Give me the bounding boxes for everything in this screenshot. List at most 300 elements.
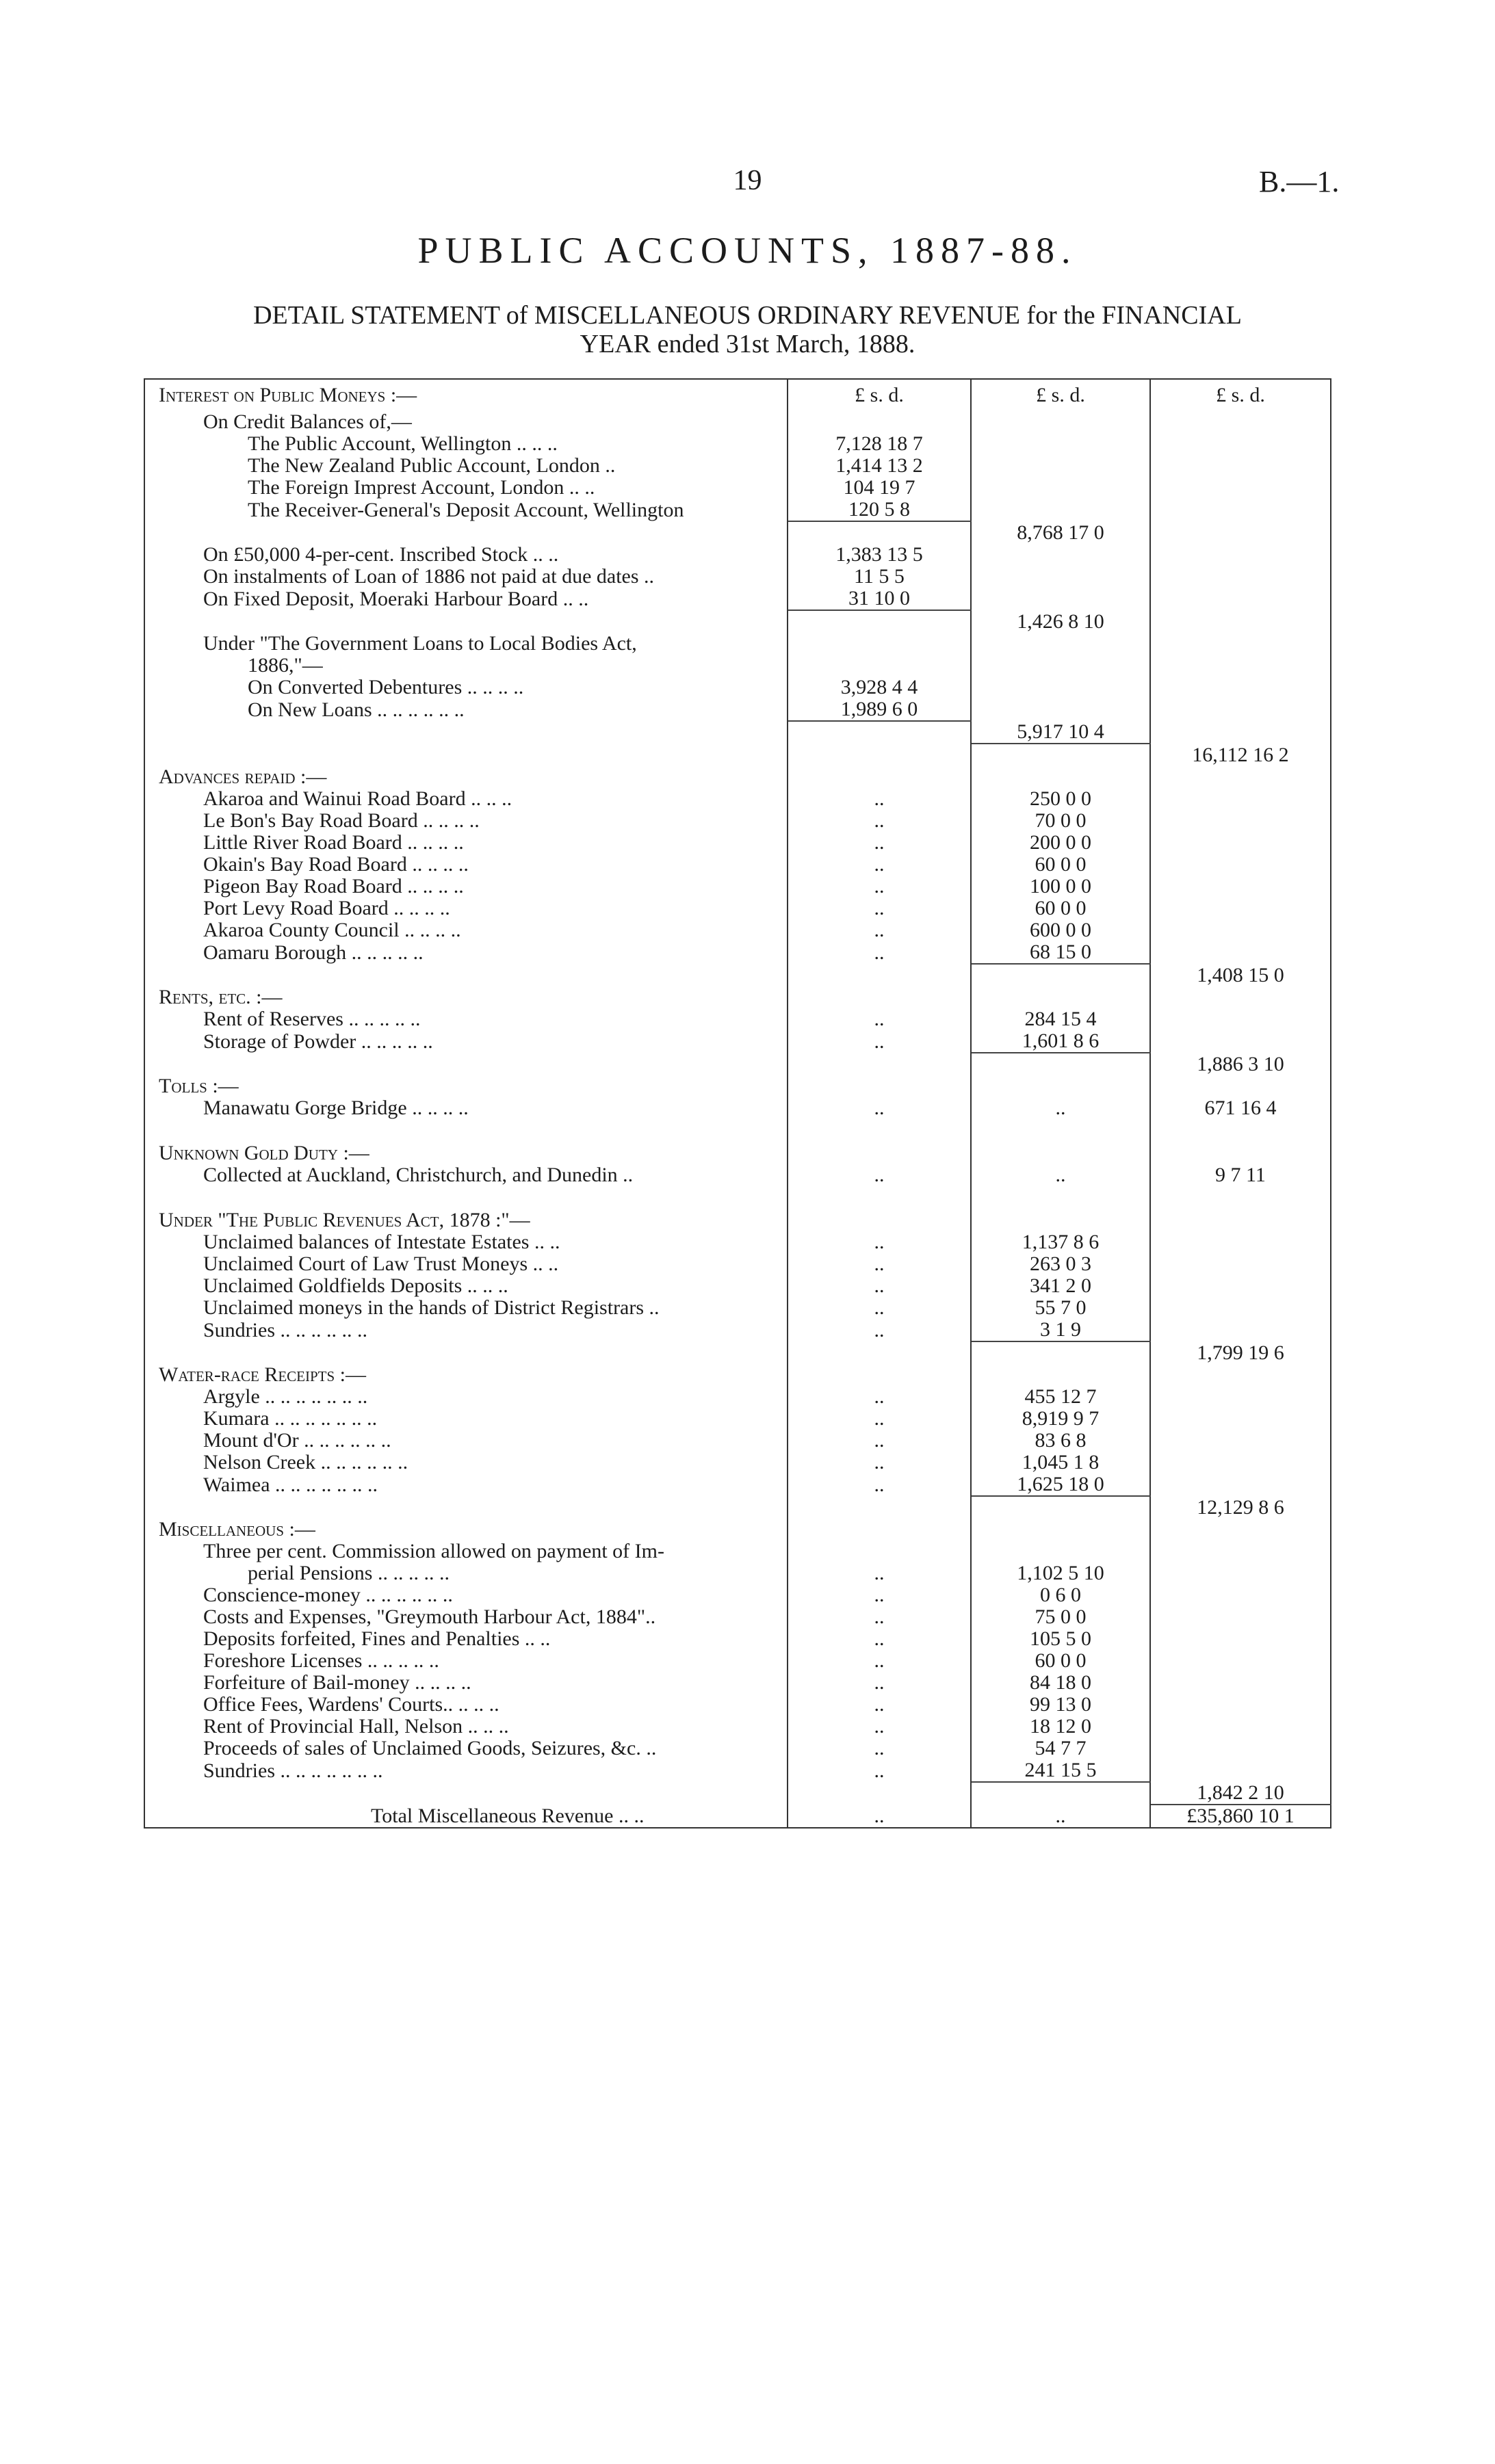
amount-col-2 <box>971 499 1150 521</box>
table-row <box>144 1606 1331 1628</box>
table-row <box>144 941 1331 964</box>
amount-col-2 <box>971 677 1150 698</box>
amount-col-1: .. <box>788 1738 971 1759</box>
amount-col-1: .. <box>788 897 971 919</box>
amount-col-3 <box>1150 854 1331 876</box>
amount-col-1: .. <box>788 788 971 810</box>
table-row <box>144 810 1331 832</box>
amount-col-1: 1,989 6 0 <box>788 698 971 721</box>
revenue-table-body <box>144 379 1331 1828</box>
table-row <box>144 566 1331 588</box>
table-row <box>144 655 1331 677</box>
amount-col-3 <box>1150 655 1331 677</box>
spacer-row <box>144 1186 1331 1209</box>
amount-col-3 <box>1150 698 1331 721</box>
row-label: The New Zealand Public Account, London .. <box>144 455 788 477</box>
amount-col-3 <box>1150 1075 1331 1097</box>
row-label: Foreshore Licenses .. .. .. .. .. <box>144 1650 788 1672</box>
statement-title <box>123 301 1372 358</box>
amount-col-3 <box>1150 919 1331 941</box>
amount-col-2: 241 15 5 <box>971 1759 1150 1782</box>
amount-col-2: 1,102 5 10 <box>971 1562 1150 1584</box>
table-row <box>144 1430 1331 1452</box>
amount-col-2: 75 0 0 <box>971 1606 1150 1628</box>
amount-col-2 <box>971 655 1150 677</box>
amount-col-2: 54 7 7 <box>971 1738 1150 1759</box>
amount-col-3 <box>1150 677 1331 698</box>
row-label: Oamaru Borough .. .. .. .. .. <box>144 941 788 964</box>
amount-col-1 <box>788 1142 971 1164</box>
amount-col-1 <box>788 411 971 433</box>
row-label: On £50,000 4-per-cent. Inscribed Stock .. .. <box>144 544 788 566</box>
amount-col-1 <box>788 1364 971 1386</box>
amount-col-3: £ s. d. <box>1216 384 1265 406</box>
amount-col-1: .. <box>788 832 971 854</box>
table-row <box>144 1562 1331 1584</box>
amount-col-3 <box>1150 1142 1331 1164</box>
amount-col-3 <box>1150 544 1331 566</box>
row-label: Office Fees, Wardens' Courts.. .. .. .. <box>144 1694 788 1716</box>
table-row <box>144 1584 1331 1606</box>
amount-col-1: .. <box>788 1628 971 1650</box>
amount-col-1: .. <box>788 1164 971 1186</box>
amount-col-1 <box>788 1519 971 1541</box>
amount-col-3 <box>1150 477 1331 499</box>
table-row <box>144 876 1331 897</box>
table-row <box>144 1008 1331 1030</box>
section-heading-row <box>144 1075 1331 1097</box>
amount-col-3: 1,799 19 6 <box>1197 1341 1284 1364</box>
amount-col-2: 250 0 0 <box>971 788 1150 810</box>
amount-col-3 <box>1150 1650 1331 1672</box>
amount-col-3 <box>1150 1473 1331 1496</box>
row-label: Three per cent. Commission allowed on payment of Im- <box>144 1541 788 1562</box>
document-reference: B.—1. <box>1259 165 1340 198</box>
amount-col-1 <box>788 766 971 788</box>
row-label: Rent of Reserves .. .. .. .. .. <box>144 1008 788 1030</box>
amount-col-2 <box>971 964 1150 986</box>
row-label: The Receiver-General's Deposit Account, Wellington <box>144 499 788 521</box>
amount-col-3 <box>1150 832 1331 854</box>
row-label: Unclaimed Court of Law Trust Moneys .. .. <box>144 1253 788 1275</box>
amount-col-1: .. <box>788 919 971 941</box>
amount-col-2 <box>971 566 1150 588</box>
row-label: Unknown Gold Duty :— <box>144 1142 788 1164</box>
amount-col-2 <box>971 1364 1150 1386</box>
amount-col-2 <box>971 1341 1150 1364</box>
table-row <box>144 1231 1331 1253</box>
table-row <box>144 1164 1331 1186</box>
table-row <box>144 698 1331 721</box>
section-heading-row <box>144 1364 1331 1386</box>
row-label <box>144 1341 788 1364</box>
amount-col-2 <box>971 433 1150 455</box>
amount-col-1: .. <box>788 1650 971 1672</box>
amount-col-2: 60 0 0 <box>971 854 1150 876</box>
spacer-row <box>144 1119 1331 1142</box>
amount-col-1 <box>788 1053 971 1075</box>
amount-col-1 <box>788 521 971 544</box>
amount-col-3 <box>1150 1452 1331 1473</box>
amount-col-2: 8,768 17 0 <box>971 521 1150 544</box>
row-label: Interest on Public Moneys :— <box>144 379 788 411</box>
table-row <box>144 1275 1331 1297</box>
amount-col-1: .. <box>788 1805 971 1828</box>
amount-col-2: £ s. d. <box>971 379 1150 411</box>
amount-col-2 <box>971 455 1150 477</box>
revenue-table <box>144 378 1331 1829</box>
amount-col-1 <box>788 1341 971 1364</box>
amount-col-1: .. <box>788 1275 971 1297</box>
amount-col-1 <box>788 610 971 633</box>
amount-col-3: 671 16 4 <box>1204 1097 1277 1119</box>
amount-col-3 <box>1150 1364 1331 1386</box>
amount-col-1: .. <box>788 941 971 964</box>
amount-col-3 <box>1150 455 1331 477</box>
amount-col-1 <box>788 655 971 677</box>
row-label: Little River Road Board .. .. .. .. <box>144 832 788 854</box>
amount-col-3 <box>1150 1541 1331 1562</box>
amount-col-3 <box>1150 1606 1331 1628</box>
amount-col-3 <box>1150 588 1331 610</box>
amount-col-3: £35,860 10 1 <box>1186 1805 1295 1827</box>
table-row <box>144 1541 1331 1562</box>
table-row <box>144 433 1331 455</box>
amount-col-1 <box>788 1782 971 1805</box>
amount-col-2: 5,917 10 4 <box>971 721 1150 744</box>
amount-col-3 <box>1150 1030 1331 1053</box>
amount-col-3 <box>1150 986 1331 1008</box>
amount-col-3 <box>1150 1562 1331 1584</box>
row-label <box>144 1782 788 1805</box>
amount-col-3: 9 7 11 <box>1215 1164 1266 1186</box>
row-label: Argyle .. .. .. .. .. .. .. <box>144 1386 788 1408</box>
amount-col-2: 1,601 8 6 <box>971 1030 1150 1053</box>
table-row <box>144 477 1331 499</box>
amount-col-1: .. <box>788 1408 971 1430</box>
amount-col-3 <box>1150 788 1331 810</box>
amount-col-1: .. <box>788 1297 971 1319</box>
amount-col-3 <box>1150 1694 1331 1716</box>
table-row <box>144 1053 1331 1075</box>
amount-col-1: .. <box>788 1672 971 1694</box>
row-label: Unclaimed Goldfields Deposits .. .. .. <box>144 1275 788 1297</box>
table-row <box>144 588 1331 610</box>
amount-col-1: .. <box>788 1759 971 1782</box>
amount-col-3 <box>1150 1119 1331 1142</box>
row-label: Advances repaid :— <box>144 766 788 788</box>
amount-col-1: 7,128 18 7 <box>788 433 971 455</box>
amount-col-1: £ s. d. <box>788 379 971 411</box>
amount-col-2 <box>971 986 1150 1008</box>
amount-col-1 <box>788 1119 971 1142</box>
amount-col-3 <box>1150 897 1331 919</box>
amount-col-2: 600 0 0 <box>971 919 1150 941</box>
amount-col-2: 1,045 1 8 <box>971 1452 1150 1473</box>
amount-col-3 <box>1150 1584 1331 1606</box>
amount-col-2: 200 0 0 <box>971 832 1150 854</box>
amount-col-2: 3 1 9 <box>971 1319 1150 1341</box>
amount-col-3 <box>1150 1430 1331 1452</box>
amount-col-3 <box>1150 1186 1331 1209</box>
row-label: Total Miscellaneous Revenue .. .. <box>144 1805 788 1828</box>
amount-col-1: .. <box>788 1606 971 1628</box>
amount-col-3 <box>1150 1519 1331 1541</box>
row-label: Kumara .. .. .. .. .. .. .. <box>144 1408 788 1430</box>
amount-col-3: 12,129 8 6 <box>1197 1496 1284 1519</box>
amount-col-2: 60 0 0 <box>971 897 1150 919</box>
row-label: Waimea .. .. .. .. .. .. .. <box>144 1473 788 1496</box>
amount-col-3 <box>1150 1386 1331 1408</box>
amount-col-1: 11 5 5 <box>788 566 971 588</box>
row-label <box>144 964 788 986</box>
table-row <box>144 1716 1331 1738</box>
statement-title-line1: DETAIL STATEMENT of MISCELLANEOUS ORDINARY REVENUE for the FINANCIAL <box>253 301 1242 330</box>
row-label: Under "The Public Revenues Act, 1878 :"— <box>144 1209 788 1231</box>
table-row <box>144 633 1331 655</box>
table-row <box>144 1386 1331 1408</box>
table-row <box>144 1672 1331 1694</box>
amount-col-3 <box>1150 941 1331 964</box>
section-heading-row <box>144 1209 1331 1231</box>
row-label: On Converted Debentures .. .. .. .. <box>144 677 788 698</box>
row-label <box>144 521 788 544</box>
table-row <box>144 1738 1331 1759</box>
amount-col-1: .. <box>788 1716 971 1738</box>
amount-col-2 <box>971 766 1150 788</box>
row-label: 1886,"— <box>144 655 788 677</box>
amount-col-1: .. <box>788 1008 971 1030</box>
table-row <box>144 1473 1331 1496</box>
amount-col-2 <box>971 1053 1150 1075</box>
amount-col-2: 1,137 8 6 <box>971 1231 1150 1253</box>
amount-col-1 <box>788 986 971 1008</box>
amount-col-1: .. <box>788 1694 971 1716</box>
table-row <box>144 1097 1331 1119</box>
amount-col-2 <box>971 411 1150 433</box>
amount-col-3 <box>1150 1672 1331 1694</box>
table-row <box>144 964 1331 986</box>
amount-col-2 <box>971 477 1150 499</box>
row-label: Sundries .. .. .. .. .. .. <box>144 1319 788 1341</box>
row-label: Water-race Receipts :— <box>144 1364 788 1386</box>
row-label: Rent of Provincial Hall, Nelson .. .. .. <box>144 1716 788 1738</box>
table-row <box>144 1650 1331 1672</box>
amount-col-3 <box>1150 1253 1331 1275</box>
amount-col-3 <box>1150 1008 1331 1030</box>
amount-col-1 <box>788 633 971 655</box>
row-label: Costs and Expenses, "Greymouth Harbour Act, 1884".. <box>144 1606 788 1628</box>
amount-col-2: 18 12 0 <box>971 1716 1150 1738</box>
section-heading-row <box>144 986 1331 1008</box>
amount-col-2: .. <box>971 1164 1150 1186</box>
table-row <box>144 744 1331 766</box>
table-row <box>144 1253 1331 1275</box>
row-label: Unclaimed moneys in the hands of District Registrars .. <box>144 1297 788 1319</box>
amount-col-1: 31 10 0 <box>788 588 971 610</box>
table-row <box>144 411 1331 433</box>
amount-col-2 <box>971 1782 1150 1805</box>
amount-col-2 <box>971 1209 1150 1231</box>
amount-col-1 <box>788 1496 971 1519</box>
table-row <box>144 521 1331 544</box>
amount-col-1 <box>788 1209 971 1231</box>
row-label: On New Loans .. .. .. .. .. .. <box>144 698 788 721</box>
row-label: Rents, etc. :— <box>144 986 788 1008</box>
amount-col-1: .. <box>788 1030 971 1053</box>
page-number: 19 <box>733 165 762 196</box>
amount-col-3: 1,408 15 0 <box>1197 964 1284 986</box>
total-row <box>144 1805 1331 1828</box>
amount-col-3 <box>1150 610 1331 633</box>
section-heading-row <box>144 766 1331 788</box>
amount-col-2: 1,625 18 0 <box>971 1473 1150 1496</box>
row-label: Mount d'Or .. .. .. .. .. .. <box>144 1430 788 1452</box>
amount-col-2 <box>971 633 1150 655</box>
amount-col-3 <box>1150 1275 1331 1297</box>
amount-col-3: 16,112 16 2 <box>1192 744 1289 766</box>
table-row <box>144 499 1331 521</box>
amount-col-2: 100 0 0 <box>971 876 1150 897</box>
amount-col-1 <box>788 744 971 766</box>
row-label: Akaroa County Council .. .. .. .. <box>144 919 788 941</box>
amount-col-3 <box>1150 1628 1331 1650</box>
amount-col-2: 263 0 3 <box>971 1253 1150 1275</box>
amount-col-3 <box>1150 810 1331 832</box>
table-row <box>144 1759 1331 1782</box>
section-heading-row <box>144 379 1331 411</box>
amount-col-3 <box>1150 1716 1331 1738</box>
table-row <box>144 788 1331 810</box>
amount-col-3 <box>1150 766 1331 788</box>
amount-col-1: 104 19 7 <box>788 477 971 499</box>
amount-col-1: .. <box>788 876 971 897</box>
amount-col-1: .. <box>788 1231 971 1253</box>
amount-col-2 <box>971 1142 1150 1164</box>
section-heading-row <box>144 1519 1331 1541</box>
row-label <box>144 744 788 766</box>
amount-col-3 <box>1150 521 1331 544</box>
row-label: On Credit Balances of,— <box>144 411 788 433</box>
table-row <box>144 1694 1331 1716</box>
row-label: Akaroa and Wainui Road Board .. .. .. <box>144 788 788 810</box>
amount-col-2 <box>971 1519 1150 1541</box>
amount-col-2: 455 12 7 <box>971 1386 1150 1408</box>
row-label <box>144 1119 788 1142</box>
amount-col-2 <box>971 1075 1150 1097</box>
amount-col-3 <box>1150 411 1331 433</box>
row-label: On instalments of Loan of 1886 not paid at due dates .. <box>144 566 788 588</box>
amount-col-2 <box>971 1496 1150 1519</box>
row-label <box>144 610 788 633</box>
table-row <box>144 455 1331 477</box>
amount-col-2 <box>971 1119 1150 1142</box>
table-row <box>144 1628 1331 1650</box>
amount-col-1: .. <box>788 810 971 832</box>
row-label: Le Bon's Bay Road Board .. .. .. .. <box>144 810 788 832</box>
row-label: Sundries .. .. .. .. .. .. .. <box>144 1759 788 1782</box>
table-row <box>144 1496 1331 1519</box>
table-row <box>144 832 1331 854</box>
row-label: Forfeiture of Bail-money .. .. .. .. <box>144 1672 788 1694</box>
row-label: Manawatu Gorge Bridge .. .. .. .. <box>144 1097 788 1119</box>
amount-col-1: .. <box>788 854 971 876</box>
table-row <box>144 1452 1331 1473</box>
amount-col-1 <box>788 1075 971 1097</box>
row-label: perial Pensions .. .. .. .. .. <box>144 1562 788 1584</box>
row-label <box>144 721 788 744</box>
amount-col-2: 284 15 4 <box>971 1008 1150 1030</box>
table-row <box>144 1030 1331 1053</box>
table-row <box>144 1319 1331 1341</box>
amount-col-2: 105 5 0 <box>971 1628 1150 1650</box>
row-label: On Fixed Deposit, Moeraki Harbour Board .. .. <box>144 588 788 610</box>
amount-col-3 <box>1150 1231 1331 1253</box>
row-label: Port Levy Road Board .. .. .. .. <box>144 897 788 919</box>
amount-col-3 <box>1150 1408 1331 1430</box>
amount-col-2: 99 13 0 <box>971 1694 1150 1716</box>
amount-col-2: 1,426 8 10 <box>971 610 1150 633</box>
table-row <box>144 1297 1331 1319</box>
amount-col-1: 120 5 8 <box>788 499 971 521</box>
amount-col-2: 68 15 0 <box>971 941 1150 964</box>
amount-col-1: .. <box>788 1386 971 1408</box>
row-label: Okain's Bay Road Board .. .. .. .. <box>144 854 788 876</box>
section-heading-row <box>144 1142 1331 1164</box>
amount-col-3 <box>1150 633 1331 655</box>
amount-col-1: .. <box>788 1473 971 1496</box>
amount-col-3 <box>1150 1759 1331 1782</box>
row-label: Proceeds of sales of Unclaimed Goods, Seizures, &c. .. <box>144 1738 788 1759</box>
row-label: Under "The Government Loans to Local Bodies Act, <box>144 633 788 655</box>
row-label: The Public Account, Wellington .. .. .. <box>144 433 788 455</box>
row-label: Miscellaneous :— <box>144 1519 788 1541</box>
amount-col-2 <box>971 588 1150 610</box>
row-label: Collected at Auckland, Christchurch, and Dunedin .. <box>144 1164 788 1186</box>
amount-col-2 <box>971 1541 1150 1562</box>
amount-col-3 <box>1150 721 1331 744</box>
table-row <box>144 610 1331 633</box>
amount-col-2: 84 18 0 <box>971 1672 1150 1694</box>
amount-col-1: .. <box>788 1562 971 1584</box>
amount-col-2: .. <box>971 1097 1150 1119</box>
row-label: Nelson Creek .. .. .. .. .. .. <box>144 1452 788 1473</box>
amount-col-1: .. <box>788 1452 971 1473</box>
amount-col-3 <box>1150 876 1331 897</box>
table-row <box>144 677 1331 698</box>
amount-col-1: .. <box>788 1253 971 1275</box>
amount-col-1 <box>788 721 971 744</box>
amount-col-3: 1,842 2 10 <box>1150 1782 1331 1805</box>
amount-col-2 <box>971 544 1150 566</box>
amount-col-1 <box>788 1186 971 1209</box>
amount-col-3 <box>1150 499 1331 521</box>
table-row <box>144 897 1331 919</box>
amount-col-1: 1,414 13 2 <box>788 455 971 477</box>
amount-col-1: .. <box>788 1430 971 1452</box>
amount-col-1 <box>788 1541 971 1562</box>
row-label: Storage of Powder .. .. .. .. .. <box>144 1030 788 1053</box>
statement-title-line2: YEAR ended 31st March, 1888. <box>580 330 915 358</box>
row-label: Conscience-money .. .. .. .. .. .. <box>144 1584 788 1606</box>
amount-col-3 <box>1150 1738 1331 1759</box>
amount-col-3 <box>1150 1209 1331 1231</box>
amount-col-1: .. <box>788 1097 971 1119</box>
amount-col-3: 1,886 3 10 <box>1197 1053 1284 1075</box>
amount-col-2: 60 0 0 <box>971 1650 1150 1672</box>
amount-col-3 <box>1150 433 1331 455</box>
row-label <box>144 1053 788 1075</box>
